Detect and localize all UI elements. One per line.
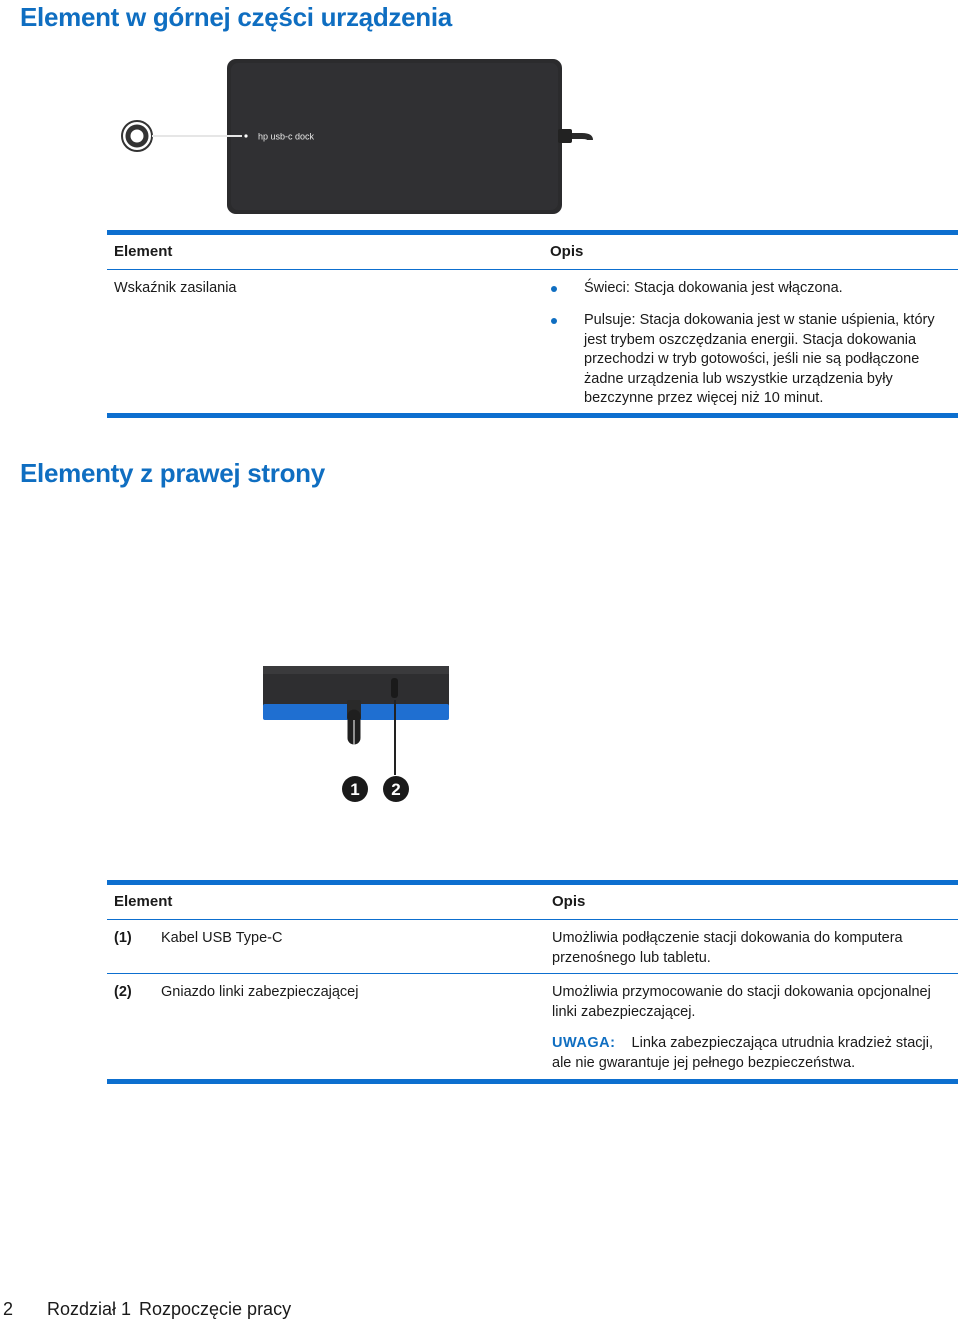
callout-2: 2 [391, 780, 401, 799]
row-number: (1) [114, 930, 132, 946]
col-header-element: Element [114, 243, 173, 260]
row-number: (2) [114, 984, 132, 1000]
page-number: 2 [3, 1299, 14, 1319]
description-bullet-2: Pulsuje: Stacja dokowania jest w stanie uśpienia, który jest trybem oszczędzania energii. Stacja dokowania przechodzi w tryb gotowości, jeśli nie są podłączone żadne urządzenia lub wszystkie urządzenia były bezczynne przez więcej niż 10 minut. [584, 312, 935, 406]
dock-top-view-image [110, 55, 610, 220]
chapter-title: Rozpoczęcie pracy [139, 1299, 292, 1319]
note [552, 1034, 952, 1073]
element-security-cable-slot: Gniazdo linki zabezpieczającej [161, 984, 359, 1000]
row-divider [107, 973, 958, 974]
dock-right-side-image [255, 660, 460, 810]
bullet-icon [551, 318, 557, 324]
device-label: hp usb-c dock [258, 131, 315, 142]
table2-top-rule [107, 880, 958, 885]
section-heading-top: Element w górnej części urządzenia [20, 2, 452, 32]
table-bottom-rule [107, 413, 958, 418]
section-heading-right: Elementy z prawej strony [20, 458, 325, 488]
col-header-description: Opis [550, 243, 584, 260]
col-header-element: Element [114, 893, 173, 910]
callout-1: 1 [350, 780, 360, 799]
note-label: UWAGA: [552, 1035, 616, 1051]
table-top-rule [107, 230, 958, 235]
bullet-icon [551, 286, 557, 292]
header-divider [107, 269, 958, 270]
col-header-description: Opis [552, 893, 586, 910]
chapter-label: Rozdział 1 [47, 1299, 132, 1319]
element-usb-c-cable: Kabel USB Type-C [161, 930, 283, 946]
description-bullet-1: Świeci: Stacja dokowania jest włączona. [584, 280, 843, 296]
description-security-cable-slot: Umożliwia przymocowanie do stacji dokowania opcjonalnej linki zabezpieczającej. [552, 984, 931, 1020]
table2-bottom-rule [107, 1079, 958, 1084]
description-usb-c-cable: Umożliwia podłączenie stacji dokowania do komputera przenośnego lub tabletu. [552, 930, 903, 966]
note-text: Linka zabezpieczająca utrudnia kradzież stacji, ale nie gwarantuje jej pełnego bezpieczeństwa. [552, 1035, 933, 1071]
element-power-indicator: Wskaźnik zasilania [114, 280, 237, 296]
header-divider [107, 919, 958, 920]
